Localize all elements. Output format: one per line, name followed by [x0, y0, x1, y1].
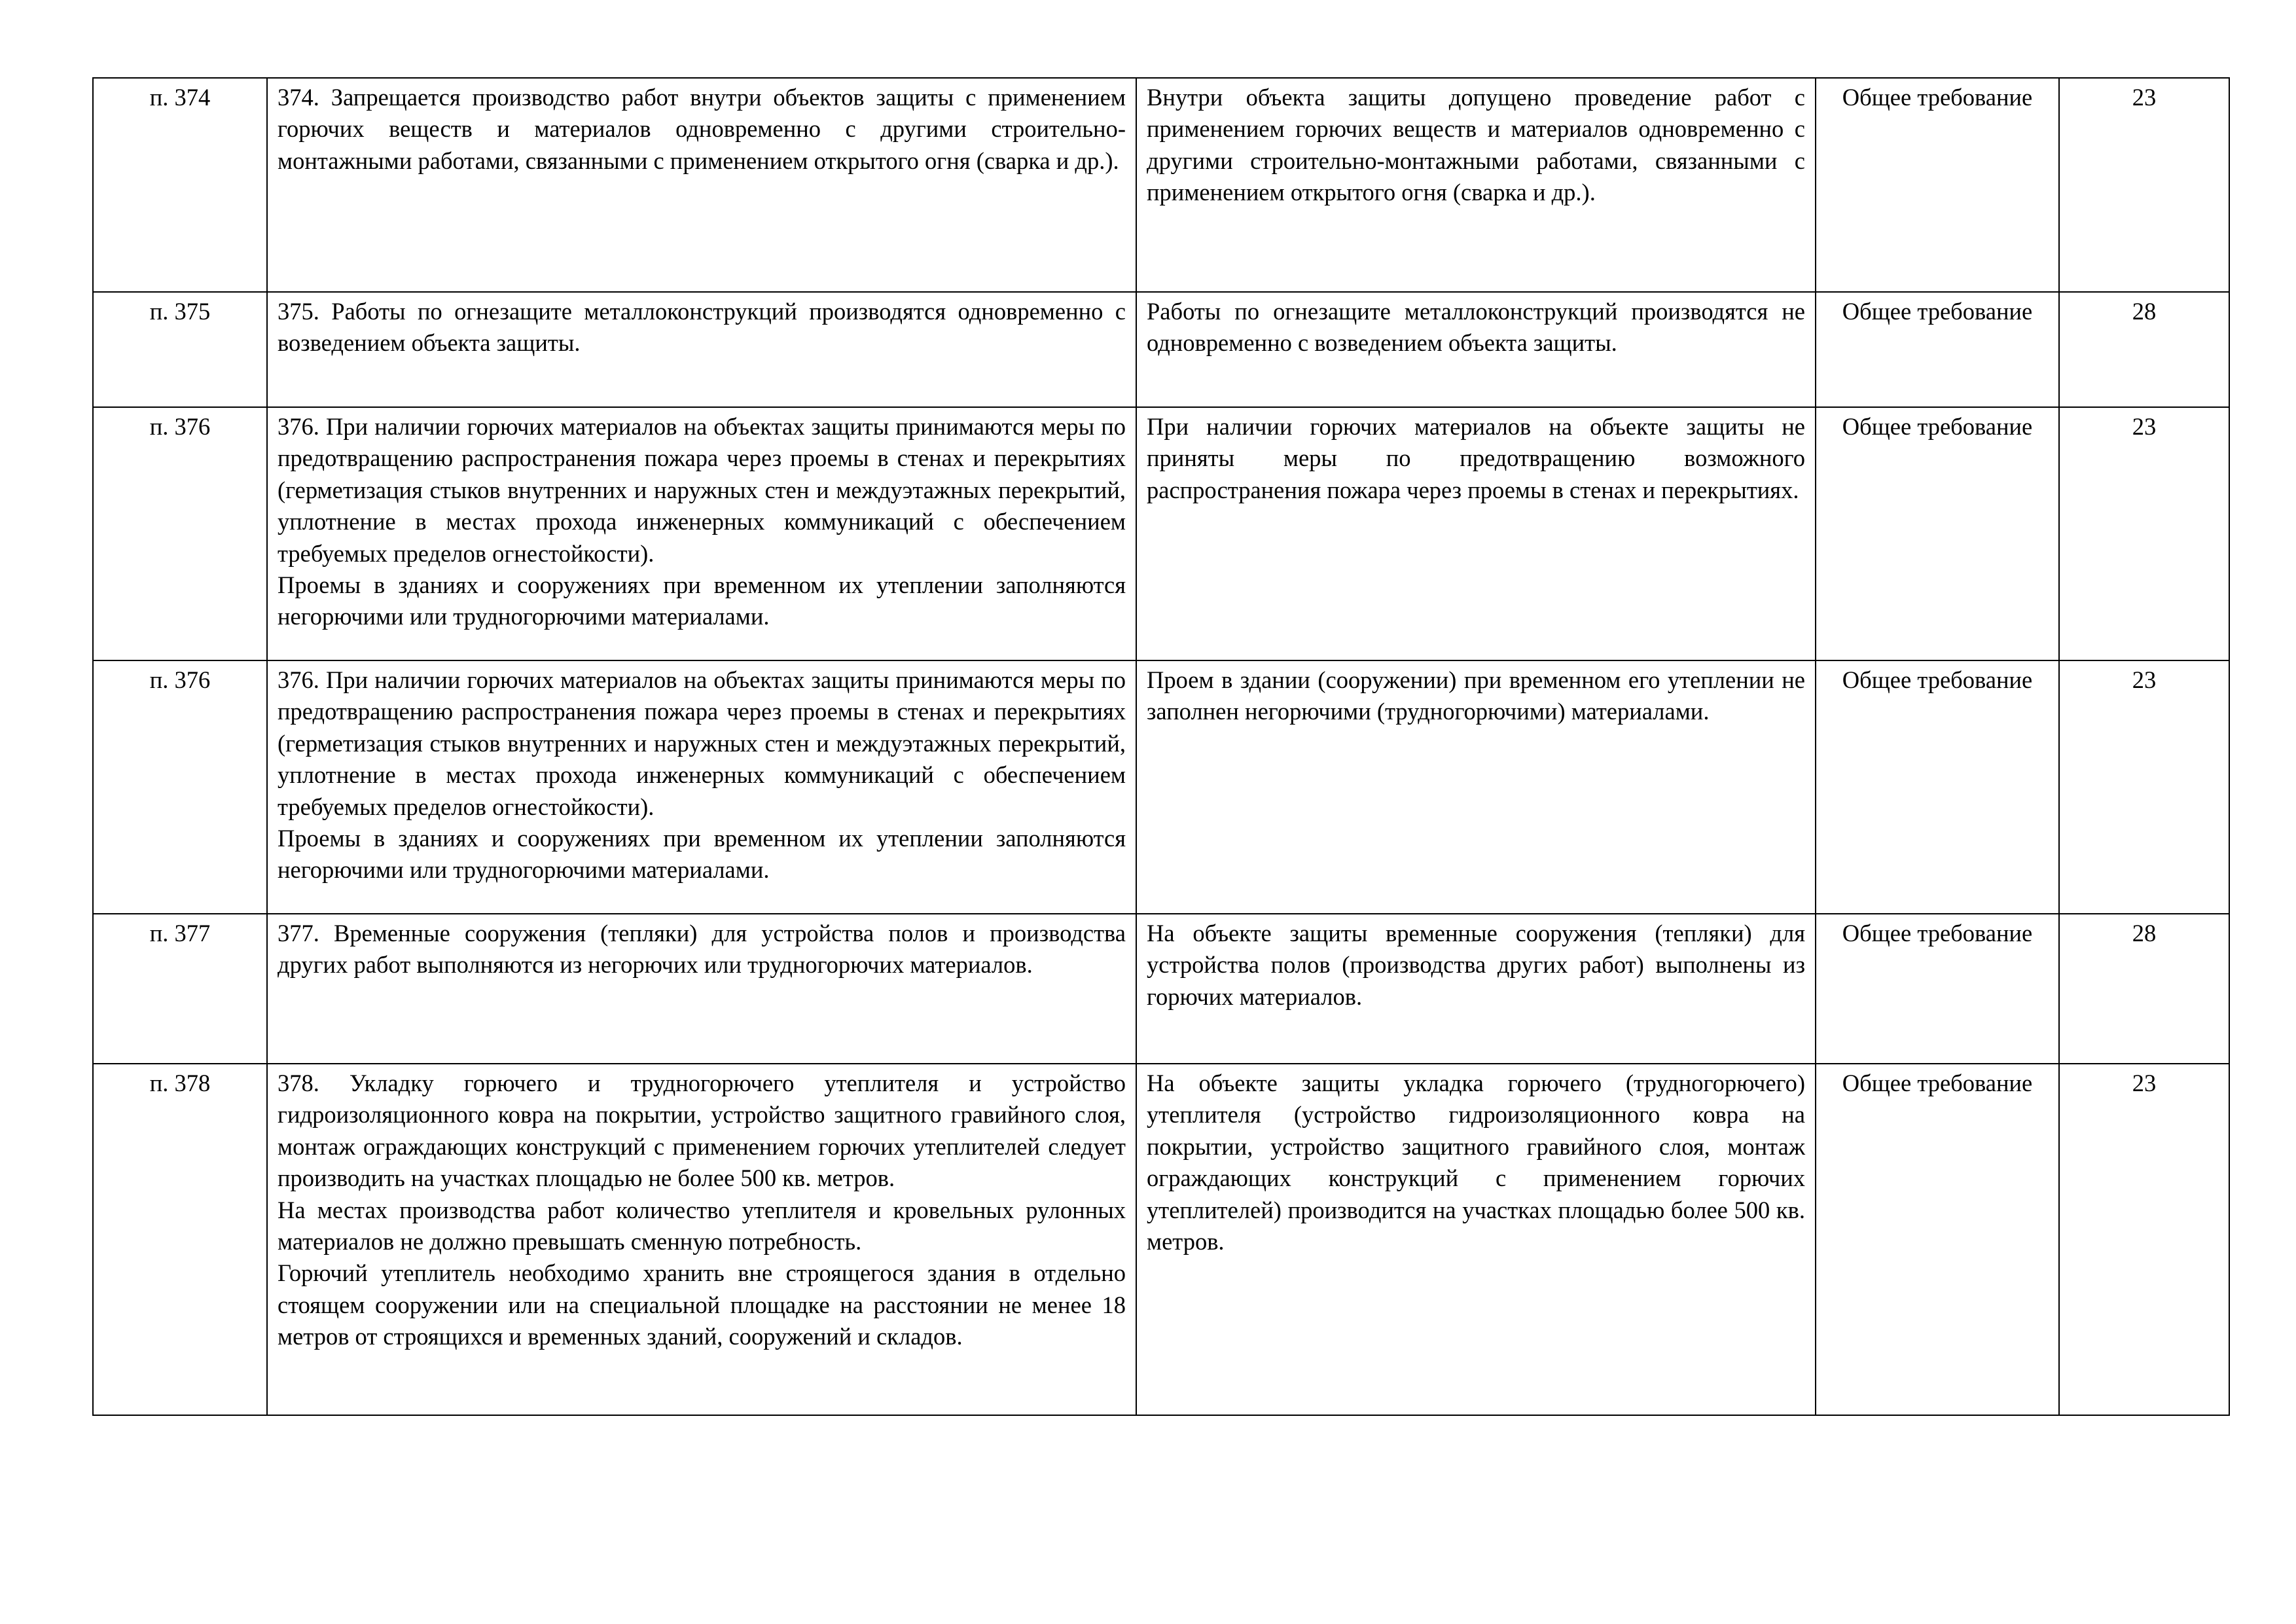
clause-ref: п. 377 [93, 914, 267, 1064]
table-row [93, 78, 2229, 292]
requirement-paragraph: 376. При наличии горючих материалов на объектах защиты принимаются меры по предотвращению распространения пожара через проемы в стенах и перекрытиях (герметизация стыков внутренних и наружных стен и междуэтажных перекрытий, уплотнение в местах прохода инженерных коммуникаций с обеспечением требуемых пределов огнестойкости). [278, 666, 1126, 820]
requirement-type: Общее требование [1816, 660, 2059, 914]
requirement-paragraph: 374. Запрещается производство работ внутри объектов защиты с применением горючих веществ и материалов одновременно с другими строительно-монтажными работами, связанными с применением открытого огня (сварка и др.). [278, 84, 1126, 174]
requirement-paragraph: На местах производства работ количество утеплителя и кровельных рулонных материалов не должно превышать сменную потребность. [278, 1196, 1126, 1255]
requirement-type: Общее требование [1816, 78, 2059, 292]
requirement-text [267, 914, 1136, 1064]
penalty-number: 23 [2059, 78, 2229, 292]
requirement-paragraph: 378. Укладку горючего и трудногорючего утеплителя и устройство гидроизоляционного ковра на покрытии, устройство защитного гравийного слоя, монтаж ограждающих конструкций с применением горючих утеплителей следует производить на участках площадью не более 500 кв. метров. [278, 1070, 1126, 1192]
penalty-number: 23 [2059, 660, 2229, 914]
requirement-type: Общее требование [1816, 407, 2059, 660]
requirements-table [92, 77, 2230, 1416]
requirement-text [267, 1064, 1136, 1415]
violation-text: Работы по огнезащите металлоконструкций производятся не одновременно с возведением объекта защиты. [1136, 292, 1816, 407]
violation-text: На объекте защиты укладка горючего (трудногорючего) утеплителя (устройство гидроизоляционного ковра на покрытии, устройство защитного гравийного слоя, монтаж ограждающих конструкций с применением горючих утеплителей) производится на участках площадью более 500 кв. метров. [1136, 1064, 1816, 1415]
table-row [93, 1064, 2229, 1415]
violation-text: Проем в здании (сооружении) при временном его утеплении не заполнен негорючими (трудногорючими) материалами. [1136, 660, 1816, 914]
clause-ref: п. 378 [93, 1064, 267, 1415]
clause-ref: п. 376 [93, 660, 267, 914]
requirement-type: Общее требование [1816, 1064, 2059, 1415]
requirement-paragraph: Проемы в зданиях и сооружениях при временном их утеплении заполняются негорючими или трудногорючими материалами. [278, 571, 1126, 630]
requirement-paragraph: Горючий утеплитель необходимо хранить вне строящегося здания в отдельно стоящем сооружении или на специальной площадке на расстоянии не менее 18 метров от строящихся и временных зданий, сооружений и складов. [278, 1259, 1126, 1350]
requirement-paragraph: Проемы в зданиях и сооружениях при временном их утеплении заполняются негорючими или трудногорючими материалами. [278, 825, 1126, 884]
requirement-text [267, 407, 1136, 660]
requirement-text [267, 292, 1136, 407]
violation-text: При наличии горючих материалов на объекте защиты не приняты меры по предотвращению возможного распространения пожара через проемы в стенах и перекрытиях. [1136, 407, 1816, 660]
clause-ref: п. 375 [93, 292, 267, 407]
requirement-type: Общее требование [1816, 914, 2059, 1064]
requirement-paragraph: 376. При наличии горючих материалов на объектах защиты принимаются меры по предотвращению распространения пожара через проемы в стенах и перекрытиях (герметизация стыков внутренних и наружных стен и междуэтажных перекрытий, уплотнение в местах прохода инженерных коммуникаций с обеспечением требуемых пределов огнестойкости). [278, 413, 1126, 567]
violation-text: Внутри объекта защиты допущено проведение работ с применением горючих веществ и материалов одновременно с другими строительно-монтажными работами, связанными с применением открытого огня (сварка и др.). [1136, 78, 1816, 292]
table-row [93, 407, 2229, 660]
penalty-number: 23 [2059, 1064, 2229, 1415]
penalty-number: 28 [2059, 914, 2229, 1064]
violation-text: На объекте защиты временные сооружения (тепляки) для устройства полов (производства других работ) выполнены из горючих материалов. [1136, 914, 1816, 1064]
requirement-text [267, 660, 1136, 914]
clause-ref: п. 374 [93, 78, 267, 292]
table-row [93, 660, 2229, 914]
requirement-paragraph: 375. Работы по огнезащите металлоконструкций производятся одновременно с возведением объекта защиты. [278, 298, 1126, 357]
requirement-text [267, 78, 1136, 292]
penalty-number: 28 [2059, 292, 2229, 407]
requirement-paragraph: 377. Временные сооружения (тепляки) для устройства полов и производства других работ выполняются из негорючих или трудногорючих материалов. [278, 920, 1126, 979]
requirement-type: Общее требование [1816, 292, 2059, 407]
table-row [93, 914, 2229, 1064]
clause-ref: п. 376 [93, 407, 267, 660]
table-row [93, 292, 2229, 407]
penalty-number: 23 [2059, 407, 2229, 660]
